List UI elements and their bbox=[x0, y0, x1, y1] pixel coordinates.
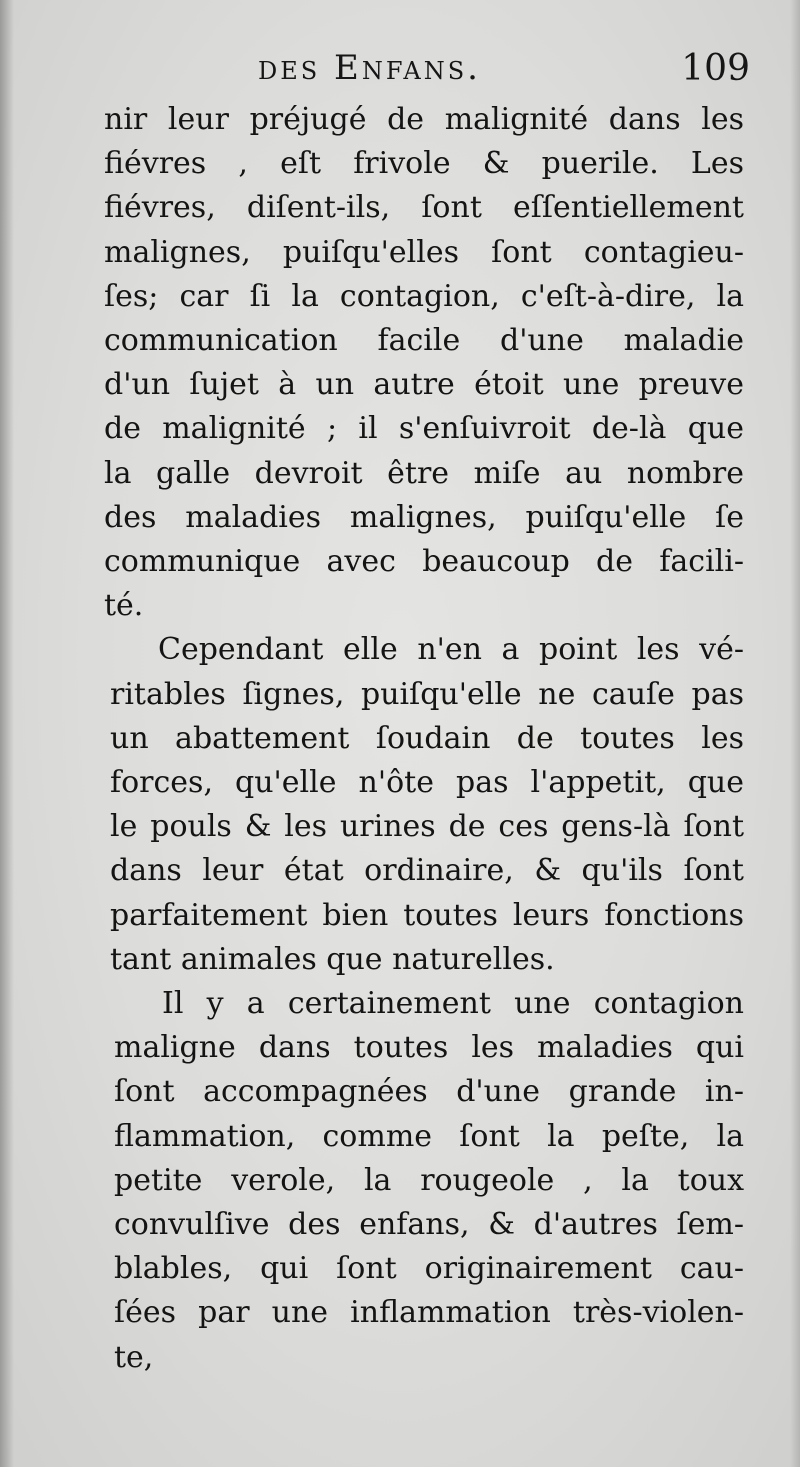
text-line: ritables ſignes, puiſqu'elle ne cauſe pas bbox=[110, 676, 744, 712]
page-header bbox=[258, 48, 750, 100]
text-line: ſées par une inflammation très-violen- bbox=[114, 1295, 744, 1331]
text-line: dans leur état ordinaire, & qu'ils ſont bbox=[110, 853, 744, 889]
text-line: convulſive des enfans, & d'autres ſem- bbox=[114, 1207, 744, 1243]
text-line: te, bbox=[114, 1339, 154, 1375]
text-line: blables, qui ſont originairement cau- bbox=[114, 1251, 744, 1287]
text-line: malignes, puiſqu'elles ſont contagieu- bbox=[104, 234, 744, 270]
text-line: communication facile d'une maladie bbox=[104, 323, 744, 359]
text-line: maligne dans toutes les maladies qui bbox=[114, 1030, 744, 1066]
text-line: Cependant elle n'en a point les vé- bbox=[158, 632, 744, 668]
text-line: ſont accompagnées d'une grande in- bbox=[114, 1074, 744, 1110]
text-line: nir leur préjugé de malignité dans les bbox=[104, 102, 744, 137]
text-line: Il y a certainement une contagion bbox=[162, 986, 744, 1022]
text-line: d'un ſujet à un autre étoit une preuve bbox=[104, 367, 744, 403]
text-line: ſes; car ſi la contagion, c'eſt-à-dire, la bbox=[104, 278, 744, 314]
text-line: té. bbox=[104, 588, 144, 624]
text-line: parfaitement bien toutes leurs fonctions bbox=[110, 897, 744, 933]
text-line: le pouls & les urines de ces gens-là ſont bbox=[110, 809, 744, 845]
text-line: un abattement ſoudain de toutes les bbox=[110, 720, 744, 756]
text-line: forces, qu'elle n'ôte pas l'appetit, que bbox=[110, 765, 744, 801]
text-line: fiévres, diſent-ils, ſont eſſentiellement bbox=[104, 190, 744, 226]
text-line: flammation, comme ſont la peſte, la bbox=[114, 1118, 744, 1154]
body-text bbox=[104, 98, 744, 1380]
paragraph-3 bbox=[104, 982, 744, 1380]
text-line: tant animales que naturelles. bbox=[110, 941, 555, 977]
text-line: la galle devroit être miſe au nombre bbox=[104, 455, 744, 491]
page-number: 109 bbox=[681, 48, 750, 89]
paragraph-2 bbox=[104, 628, 744, 982]
text-line: petite verole, la rougeole , la toux bbox=[114, 1162, 744, 1198]
paragraph-1 bbox=[104, 98, 744, 628]
text-line: communique avec beaucoup de facili- bbox=[104, 544, 744, 580]
running-title: des Enfans. bbox=[258, 48, 481, 88]
text-line: fiévres , eſt frivole & puerile. Les bbox=[104, 146, 744, 182]
text-line: des maladies malignes, puiſqu'elle ſe bbox=[104, 499, 744, 535]
text-line: de malignité ; il s'enſuivroit de-là que bbox=[104, 411, 744, 447]
